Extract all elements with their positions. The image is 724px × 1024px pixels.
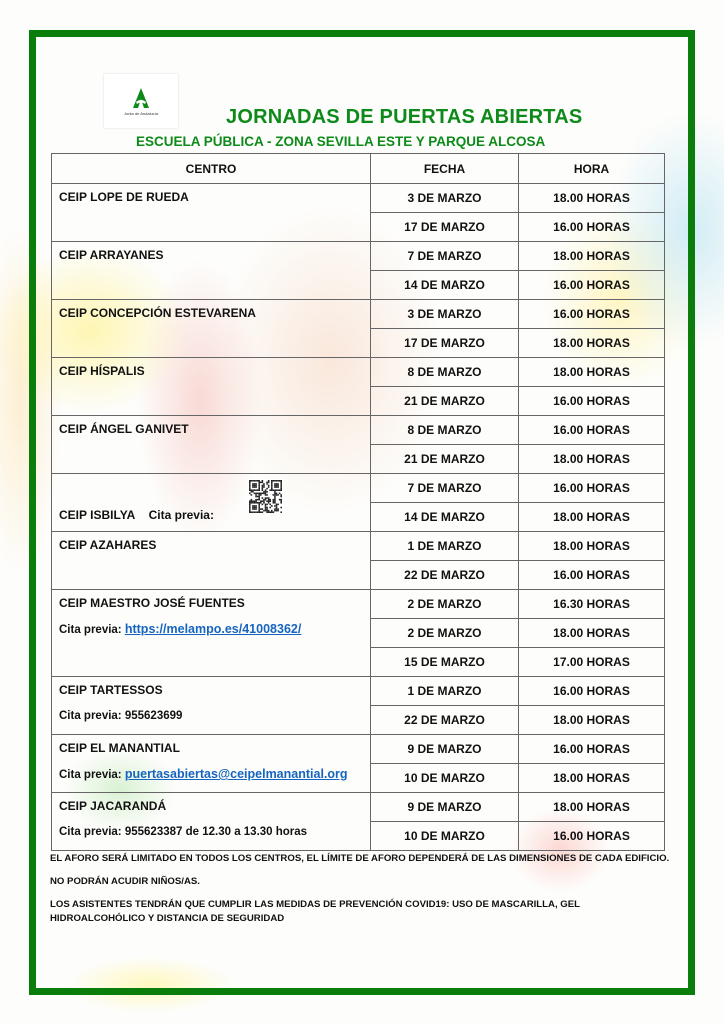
fecha-cell	[371, 561, 519, 590]
fecha-value: 2 DE MARZO	[407, 626, 482, 640]
fecha-value: 7 DE MARZO	[407, 481, 482, 495]
hora-value: 18.00 HORAS	[553, 336, 630, 350]
cita-label: Cita previa:	[148, 508, 214, 522]
centro-cell	[52, 793, 371, 851]
centro-cell	[52, 242, 371, 300]
hora-value: 18.00 HORAS	[553, 510, 630, 524]
center-name: CEIP HÍSPALIS	[59, 364, 145, 378]
hora-cell	[519, 561, 665, 590]
fecha-value: 15 DE MARZO	[404, 655, 485, 669]
center-name: CEIP EL MANANTIAL	[59, 741, 180, 755]
cita-label: Cita previa:	[59, 826, 122, 838]
fecha-cell	[371, 271, 519, 300]
fecha-cell	[371, 300, 519, 329]
hora-value: 18.00 HORAS	[553, 771, 630, 785]
centro-cell	[52, 300, 371, 358]
hora-value: 16.00 HORAS	[553, 278, 630, 292]
cita-value: 955623699	[124, 710, 183, 722]
fecha-cell	[371, 764, 519, 793]
note-aforo: EL AFORO SERÁ LIMITADO EN TODOS LOS CENTROS, EL LÍMITE DE AFORO DEPENDERÁ DE LAS DIMENSIONES DE CADA EDIFICIO.	[50, 853, 670, 864]
hora-cell	[519, 619, 665, 648]
fecha-cell	[371, 822, 519, 851]
fecha-cell	[371, 213, 519, 242]
hora-cell	[519, 677, 665, 706]
note-covid: LOS ASISTENTES TENDRÁN QUE CUMPLIR LAS MEDIDAS DE PREVENCIÓN COVID19: USO DE MASCARILLA, GEL HIDROALCOHÓLICO Y DISTANCIA DE SEGURIDAD	[50, 899, 580, 924]
hora-value: 18.00 HORAS	[553, 191, 630, 205]
fecha-cell	[371, 648, 519, 677]
fecha-value: 14 DE MARZO	[404, 510, 485, 524]
hora-value: 16.00 HORAS	[553, 481, 630, 495]
cita-link[interactable]: puertasabiertas@ceipelmanantial.org	[124, 767, 348, 781]
hora-cell	[519, 822, 665, 851]
table-row	[52, 358, 665, 387]
cita-label: Cita previa:	[59, 624, 122, 636]
hora-cell	[519, 793, 665, 822]
center-name: CEIP MAESTRO JOSÉ FUENTES	[59, 596, 245, 610]
fecha-value: 1 DE MARZO	[407, 684, 482, 698]
fecha-cell	[371, 619, 519, 648]
fecha-cell	[371, 474, 519, 503]
table-row	[52, 184, 665, 213]
fecha-value: 22 DE MARZO	[404, 713, 485, 727]
hora-cell	[519, 532, 665, 561]
cita-label: Cita previa:	[59, 769, 122, 781]
hora-cell	[519, 184, 665, 213]
fecha-cell	[371, 329, 519, 358]
fecha-value: 3 DE MARZO	[407, 307, 482, 321]
table-row	[52, 300, 665, 329]
junta-andalucia-logo	[104, 74, 178, 128]
fecha-cell	[371, 532, 519, 561]
table-row	[52, 532, 665, 561]
fecha-cell	[371, 677, 519, 706]
table-header-row	[52, 154, 665, 184]
hora-cell	[519, 300, 665, 329]
fecha-cell	[371, 416, 519, 445]
cita-label: Cita previa:	[59, 710, 122, 722]
fecha-value: 10 DE MARZO	[404, 829, 485, 843]
centro-cell	[52, 532, 371, 590]
fecha-value: 22 DE MARZO	[404, 568, 485, 582]
fecha-value: 9 DE MARZO	[407, 742, 482, 756]
table-row	[52, 793, 665, 822]
fecha-value: 17 DE MARZO	[404, 336, 485, 350]
hora-value: 18.00 HORAS	[553, 365, 630, 379]
center-name: CEIP TARTESSOS	[59, 683, 163, 697]
schedule-table	[51, 153, 665, 851]
fecha-value: 3 DE MARZO	[407, 191, 482, 205]
fecha-value: 8 DE MARZO	[407, 423, 482, 437]
fecha-cell	[371, 590, 519, 619]
hora-value: 18.00 HORAS	[553, 249, 630, 263]
fecha-value: 14 DE MARZO	[404, 278, 485, 292]
centro-cell	[52, 184, 371, 242]
note-ninos: NO PODRÁN ACUDIR NIÑOS/AS.	[50, 876, 200, 887]
table-row	[52, 416, 665, 445]
table-row	[52, 677, 665, 706]
fecha-value: 9 DE MARZO	[407, 800, 482, 814]
centro-cell	[52, 677, 371, 735]
column-header-fecha: FECHA	[371, 154, 519, 184]
page-title: JORNADAS DE PUERTAS ABIERTAS	[226, 106, 583, 128]
isbilya-line	[59, 508, 214, 522]
hora-value: 16.00 HORAS	[553, 829, 630, 843]
table-row	[52, 242, 665, 271]
center-name: CEIP LOPE DE RUEDA	[59, 190, 189, 204]
hora-cell	[519, 242, 665, 271]
fecha-value: 17 DE MARZO	[404, 220, 485, 234]
hora-value: 18.00 HORAS	[553, 800, 630, 814]
hora-value: 16.00 HORAS	[553, 568, 630, 582]
hora-cell	[519, 358, 665, 387]
hora-value: 16.00 HORAS	[553, 220, 630, 234]
center-name: CEIP JACARANDÁ	[59, 799, 167, 813]
fecha-cell	[371, 735, 519, 764]
hora-value: 16.30 HORAS	[553, 597, 630, 611]
table-row	[52, 474, 665, 503]
fecha-cell	[371, 445, 519, 474]
centro-cell	[52, 416, 371, 474]
fecha-cell	[371, 706, 519, 735]
center-name: CEIP AZAHARES	[59, 538, 157, 552]
fecha-cell	[371, 184, 519, 213]
fecha-value: 1 DE MARZO	[407, 539, 482, 553]
hora-value: 16.00 HORAS	[553, 742, 630, 756]
page-subtitle: ESCUELA PÚBLICA - ZONA SEVILLA ESTE Y PARQUE ALCOSA	[136, 134, 546, 149]
fecha-cell	[371, 387, 519, 416]
hora-cell	[519, 329, 665, 358]
hora-value: 16.00 HORAS	[553, 423, 630, 437]
hora-value: 18.00 HORAS	[553, 452, 630, 466]
table-row	[52, 590, 665, 619]
fecha-value: 2 DE MARZO	[407, 597, 482, 611]
hora-value: 16.00 HORAS	[553, 684, 630, 698]
andalucia-a-icon	[130, 87, 152, 109]
hora-cell	[519, 213, 665, 242]
qr-code-icon[interactable]	[248, 479, 283, 514]
hora-value: 16.00 HORAS	[553, 307, 630, 321]
fecha-value: 8 DE MARZO	[407, 365, 482, 379]
centro-cell	[52, 474, 371, 532]
fecha-cell	[371, 793, 519, 822]
cita-previa	[59, 825, 363, 839]
center-name: CEIP ISBILYA	[59, 508, 136, 522]
notes-section	[50, 852, 675, 935]
center-name: CEIP ÁNGEL GANIVET	[59, 422, 189, 436]
fecha-cell	[371, 358, 519, 387]
center-name: CEIP CONCEPCIÓN ESTEVARENA	[59, 306, 256, 320]
fecha-value: 10 DE MARZO	[404, 771, 485, 785]
hora-cell	[519, 387, 665, 416]
column-header-hora: HORA	[519, 154, 665, 184]
fecha-cell	[371, 242, 519, 271]
fecha-value: 7 DE MARZO	[407, 249, 482, 263]
fecha-value: 21 DE MARZO	[404, 452, 485, 466]
hora-cell	[519, 474, 665, 503]
hora-cell	[519, 735, 665, 764]
hora-cell	[519, 706, 665, 735]
hora-value: 18.00 HORAS	[553, 539, 630, 553]
hora-cell	[519, 503, 665, 532]
centro-cell	[52, 735, 371, 793]
hora-value: 18.00 HORAS	[553, 626, 630, 640]
cita-value: 955623387 de 12.30 a 13.30 horas	[124, 826, 308, 838]
cita-previa	[59, 622, 363, 637]
table-row	[52, 735, 665, 764]
hora-cell	[519, 271, 665, 300]
cita-previa	[59, 709, 363, 723]
cita-link[interactable]: https://melampo.es/41008362/	[124, 622, 302, 636]
centro-cell	[52, 358, 371, 416]
fecha-cell	[371, 503, 519, 532]
hora-value: 17.00 HORAS	[553, 655, 630, 669]
fecha-value: 21 DE MARZO	[404, 394, 485, 408]
hora-cell	[519, 764, 665, 793]
hora-cell	[519, 648, 665, 677]
center-name: CEIP ARRAYANES	[59, 248, 164, 262]
logo-text: Junta de Andalucía	[123, 110, 159, 116]
hora-cell	[519, 590, 665, 619]
column-header-centro: CENTRO	[52, 154, 371, 184]
hora-cell	[519, 416, 665, 445]
hora-value: 18.00 HORAS	[553, 713, 630, 727]
hora-value: 16.00 HORAS	[553, 394, 630, 408]
centro-cell	[52, 590, 371, 677]
hora-cell	[519, 445, 665, 474]
cita-previa	[59, 767, 363, 782]
